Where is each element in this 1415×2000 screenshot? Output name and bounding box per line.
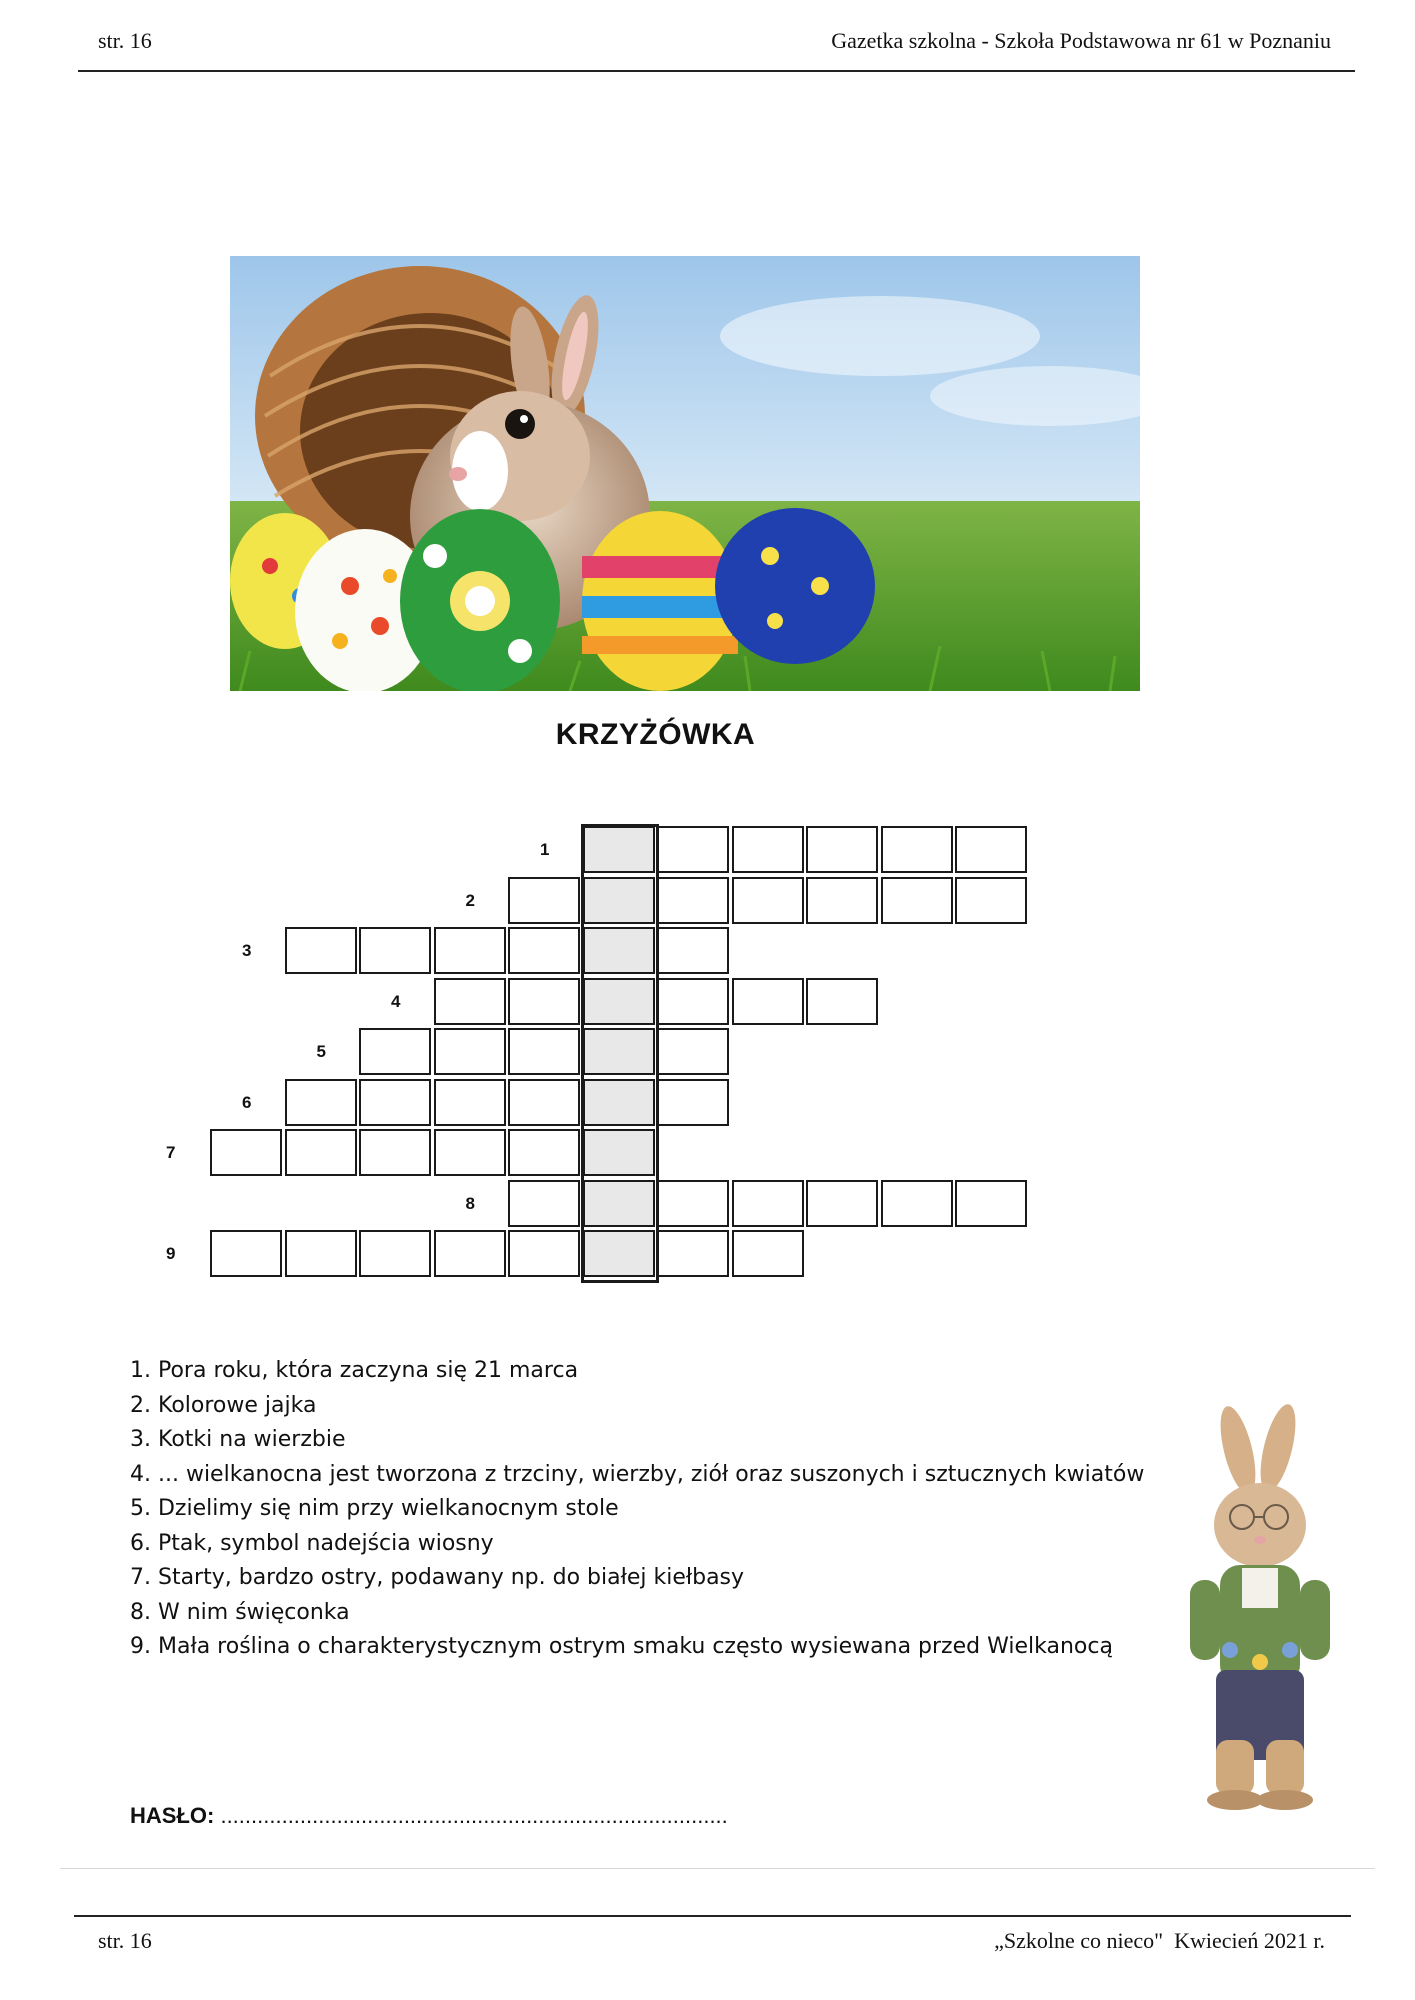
crossword-cell[interactable] bbox=[806, 826, 878, 873]
clue-item: 5. Dzielimy się nim przy wielkanocnym stole bbox=[130, 1496, 619, 1521]
clue-number: 2 bbox=[465, 890, 475, 910]
crossword-cell[interactable] bbox=[732, 877, 804, 924]
crossword-cell[interactable] bbox=[806, 978, 878, 1025]
crossword-cell[interactable] bbox=[508, 1129, 580, 1176]
clue-item: 6. Ptak, symbol nadejścia wiosny bbox=[130, 1530, 494, 1556]
password-cell[interactable] bbox=[583, 1180, 655, 1227]
clue-item: 4. ... wielkanocna jest tworzona z trzciny, wierzby, ziół oraz suszonych i sztucznych kwiatów bbox=[130, 1461, 1145, 1487]
crossword-cell[interactable] bbox=[434, 1129, 506, 1176]
clue-item: 3. Kotki na wierzbie bbox=[130, 1427, 346, 1452]
password-cell[interactable] bbox=[583, 1230, 655, 1277]
crossword-cell[interactable] bbox=[657, 1028, 729, 1075]
password-cell[interactable] bbox=[583, 978, 655, 1025]
crossword-cell[interactable] bbox=[732, 1180, 804, 1227]
crossword-cell[interactable] bbox=[508, 877, 580, 924]
crossword-cell[interactable] bbox=[359, 1230, 431, 1277]
footer-page-number: str. 16 bbox=[98, 1928, 152, 1953]
clue-number: 1 bbox=[540, 840, 550, 859]
crossword-cell[interactable] bbox=[732, 826, 804, 873]
crossword-cell[interactable] bbox=[657, 927, 729, 974]
crossword-cell[interactable] bbox=[434, 1230, 506, 1277]
footer-issue: „Szkolne co nieco" Kwiecień 2021 r. bbox=[994, 1928, 1325, 1953]
clue-list bbox=[130, 1354, 1144, 1665]
crossword-cell[interactable] bbox=[210, 1129, 282, 1176]
crossword-cell[interactable] bbox=[508, 1028, 580, 1075]
clue-number: 8 bbox=[465, 1193, 475, 1213]
crossword-cell[interactable] bbox=[508, 927, 580, 974]
header-page-number: str. 16 bbox=[98, 28, 152, 53]
crossword-cell[interactable] bbox=[806, 1180, 878, 1227]
clue-number: 3 bbox=[242, 941, 252, 960]
password-cell[interactable] bbox=[583, 877, 655, 924]
clue-item: 2. Kolorowe jajka bbox=[130, 1392, 317, 1418]
crossword-cell[interactable] bbox=[434, 1028, 506, 1075]
easter-bunny-photo bbox=[230, 256, 1140, 691]
crossword-cell[interactable] bbox=[359, 1129, 431, 1176]
crossword-cell[interactable] bbox=[434, 927, 506, 974]
clue-item: 7. Starty, bardzo ostry, podawany np. do białej kiełbasy bbox=[130, 1565, 745, 1590]
crossword-cell[interactable] bbox=[881, 1180, 953, 1227]
password-cell[interactable] bbox=[583, 1129, 655, 1176]
page-title: KRZYŻÓWKA bbox=[555, 718, 756, 751]
clue-item: 1. Pora roku, która zaczyna się 21 marca bbox=[130, 1358, 579, 1383]
crossword-cell[interactable] bbox=[359, 1079, 431, 1126]
crossword-cell[interactable] bbox=[285, 1079, 357, 1126]
page-edge-line bbox=[60, 1868, 1375, 1869]
crossword-cell[interactable] bbox=[285, 1129, 357, 1176]
crossword-cell[interactable] bbox=[285, 927, 357, 974]
crossword-cell[interactable] bbox=[881, 826, 953, 873]
bunny-figurine-image bbox=[1160, 1400, 1360, 1820]
header-divider bbox=[78, 70, 1355, 72]
crossword-cell[interactable] bbox=[508, 1079, 580, 1126]
crossword-cell[interactable] bbox=[732, 1230, 804, 1277]
crossword-cell[interactable] bbox=[955, 826, 1027, 873]
crossword-cell[interactable] bbox=[657, 978, 729, 1025]
crossword-cell[interactable] bbox=[657, 1079, 729, 1126]
clue-item: 8. W nim święconka bbox=[130, 1599, 350, 1625]
crossword-cell[interactable] bbox=[881, 877, 953, 924]
clue-number: 4 bbox=[391, 991, 401, 1011]
crossword-cell[interactable] bbox=[657, 877, 729, 924]
clue-number: 6 bbox=[242, 1092, 252, 1112]
crossword-cell[interactable] bbox=[657, 1180, 729, 1227]
crossword-cell[interactable] bbox=[359, 927, 431, 974]
answer-line[interactable] bbox=[130, 1803, 728, 1829]
password-cell[interactable] bbox=[583, 1028, 655, 1075]
clue-number: 5 bbox=[316, 1042, 326, 1061]
crossword-cell[interactable] bbox=[508, 1230, 580, 1277]
clue-number: 7 bbox=[166, 1143, 176, 1162]
crossword-cell[interactable] bbox=[657, 826, 729, 873]
crossword-cell[interactable] bbox=[285, 1230, 357, 1277]
header-publication: Gazetka szkolna - Szkoła Podstawowa nr 61 w Poznaniu bbox=[831, 28, 1331, 53]
crossword-cell[interactable] bbox=[732, 978, 804, 1025]
crossword-cell[interactable] bbox=[508, 1180, 580, 1227]
clue-item: 9. Mała roślina o charakterystycznym ostrym smaku często wysiewana przed Wielkanocą bbox=[130, 1634, 1113, 1659]
crossword-cell[interactable] bbox=[434, 1079, 506, 1126]
clue-number: 9 bbox=[166, 1244, 176, 1263]
crossword-cell[interactable] bbox=[359, 1028, 431, 1075]
password-cell[interactable] bbox=[583, 1079, 655, 1126]
crossword-cell[interactable] bbox=[955, 877, 1027, 924]
footer-divider bbox=[74, 1915, 1351, 1917]
password-cell[interactable] bbox=[583, 826, 655, 873]
crossword-cell[interactable] bbox=[508, 978, 580, 1025]
crossword-cell[interactable] bbox=[657, 1230, 729, 1277]
crossword-cell[interactable] bbox=[434, 978, 506, 1025]
answer-dots: ................................................................................... bbox=[220, 1803, 728, 1828]
crossword-cell[interactable] bbox=[210, 1230, 282, 1277]
crossword-cell[interactable] bbox=[955, 1180, 1027, 1227]
password-cell[interactable] bbox=[583, 927, 655, 974]
crossword-cell[interactable] bbox=[806, 877, 878, 924]
answer-label: HASŁO: bbox=[130, 1803, 215, 1828]
